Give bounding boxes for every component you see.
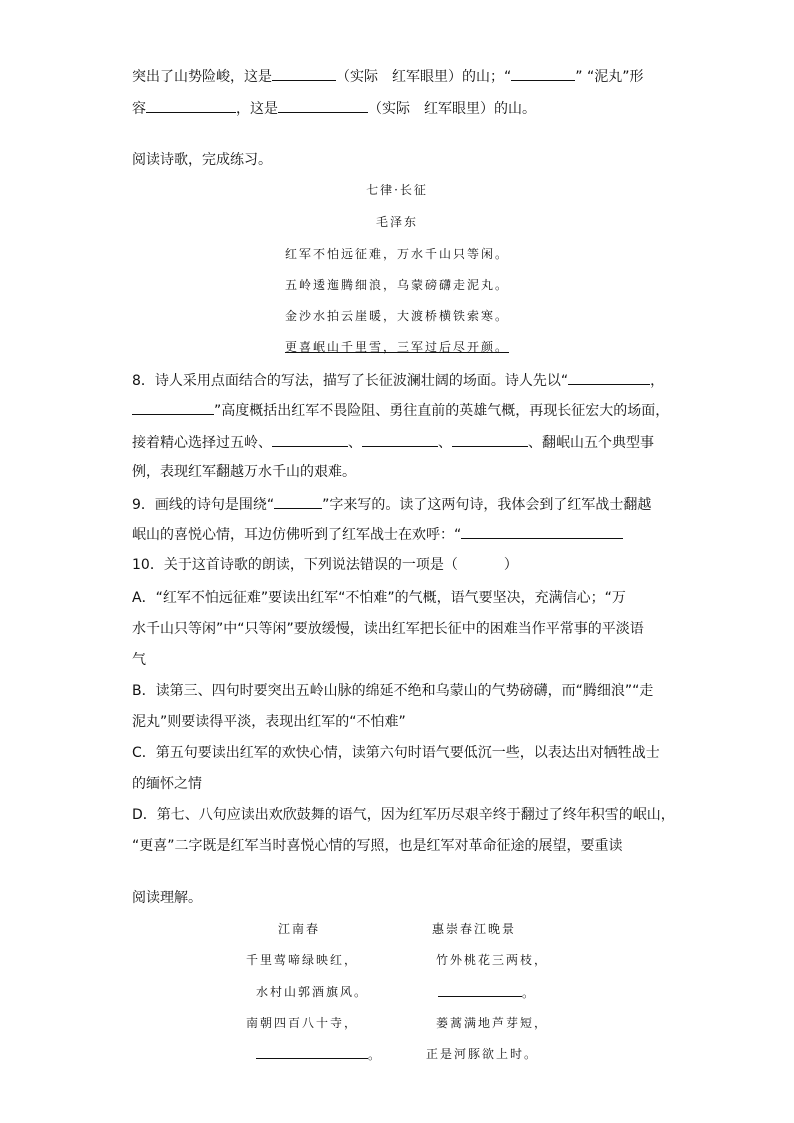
text-segment: （实际 红军眼里）的山；“ [336,69,512,85]
poem-line-underlined [0,339,794,355]
text-segment: 容 [132,101,146,117]
answer-blank[interactable] [461,524,623,539]
q9-line-2 [132,524,623,545]
option-a-line-2: 水千山只等闲”中“只等闲”要放缓慢，读出红军把长征中的困难当作平常事的平淡语 [132,621,644,637]
top-line-1 [132,66,643,87]
text-segment: 突出了山势险峻，这是 [132,69,272,85]
answer-blank[interactable] [278,98,368,113]
text-segment: （实际 红军眼里）的山。 [368,101,536,117]
text-segment: ” “泥丸”形 [575,69,644,85]
poem1-line-3: 南朝四百八十寺， [246,1016,359,1030]
text-segment: ”字来写的。读了这两句诗，我体会到了红军战士翻越 [322,497,652,513]
option-a-line-1[interactable]: A．“红军不怕远征难”要读出红军“不怕难”的气概，语气要坚决，充满信心；“万 [132,590,626,606]
text-segment: ，这是 [236,101,278,117]
text-segment: 8．诗人采用点面结合的写法，描写了长征波澜壮阔的场面。诗人先以“ [132,373,569,389]
text-segment: 、 [438,435,452,451]
poem1-title: 江南春 [278,922,321,936]
text-segment: 10．关于这首诗歌的朗读，下列说法错误的一项是（ [132,557,458,573]
poem-title: 七律·长征 [366,183,428,197]
poem2-line-2 [438,984,534,1001]
q8-line-4: 例，表现红军翻越万水千山的艰难。 [132,464,356,480]
section2-instruction: 阅读理解。 [132,890,202,906]
poem1-line-4 [256,1046,380,1063]
poem1-line-2: 水村山郭酒旗风。 [256,985,369,999]
answer-blank[interactable] [511,66,575,81]
text-segment: 。 [522,986,535,1000]
option-d-line-2: “更喜”二字既是红军当时喜悦心情的写照，也是红军对革命征途的展望，要重读 [132,838,623,854]
text-segment: 接着精心选择过五岭、 [132,435,272,451]
answer-blank[interactable] [274,494,322,509]
option-b-line-1[interactable]: B．读第三、四句时要突出五岭山脉的绵延不绝和乌蒙山的气势磅礴，而“腾细浪”“走 [132,683,654,699]
top-line-2 [132,98,536,119]
text-segment: 、翻岷山五个典型事 [528,435,654,451]
poem-line: 金沙水拍云崖暖，大渡桥横铁索寒。 [284,309,509,323]
option-c-line-2: 的缅怀之情 [132,776,202,792]
answer-blank[interactable] [146,98,236,113]
answer-blank[interactable] [362,432,438,447]
poem-line: 五岭逶迤腾细浪，乌蒙磅礴走泥丸。 [284,278,509,292]
answer-blank[interactable] [438,984,522,997]
text-segment: ， [650,373,665,389]
text-segment: ”高度概括出红军不畏险阻、勇往直前的英雄气概，再现长征宏大的场面， [214,403,670,419]
text-segment: ） [503,557,518,573]
q8-line-2 [132,400,669,421]
q10-stem [132,555,518,575]
option-a-line-3: 气 [132,652,146,668]
answer-blank[interactable] [568,370,650,385]
text-segment: 岷山的喜悦心情，耳边仿佛听到了红军战士在欢呼：“ [132,527,462,543]
q8-line-3 [132,432,654,453]
poem2-line-4: 正是河豚欲上时。 [426,1047,539,1061]
underlined-verse: 更喜岷山千里雪，三军过后尽开颜。 [284,340,509,354]
answer-blank[interactable] [256,1046,368,1059]
answer-blank[interactable] [132,400,214,415]
answer-blank[interactable] [452,432,528,447]
text-segment: 、 [348,435,362,451]
poem-author: 毛泽东 [375,215,418,229]
poem2-line-3: 蒌蒿满地芦芽短， [436,1016,549,1030]
poem2-title: 惠崇春江晚景 [432,922,517,936]
section1-instruction: 阅读诗歌，完成练习。 [132,152,272,168]
option-b-line-2: 泥丸”则要读得平淡，表现出红军的“不怕难” [132,714,406,730]
poem-line: 红军不怕远征难，万水千山只等闲。 [284,247,509,261]
answer-blank[interactable] [272,432,348,447]
answer-blank[interactable] [272,66,336,81]
poem1-line-1: 千里莺啼绿映红， [246,953,359,967]
poem2-line-1: 竹外桃花三两枝， [436,953,549,967]
q9-line-1 [132,494,651,515]
text-segment: 9．画线的诗句是围绕“ [132,497,275,513]
text-segment: 。 [368,1048,381,1062]
option-d-line-1[interactable]: D．第七、八句应读出欢欣鼓舞的语气，因为红军历尽艰辛终于翻过了终年积雪的岷山， [132,807,675,823]
q8-line-1 [132,370,664,391]
option-c-line-1[interactable]: C．第五句要读出红军的欢快心情，读第六句时语气要低沉一些，以表达出对牺牲战士 [132,745,660,761]
